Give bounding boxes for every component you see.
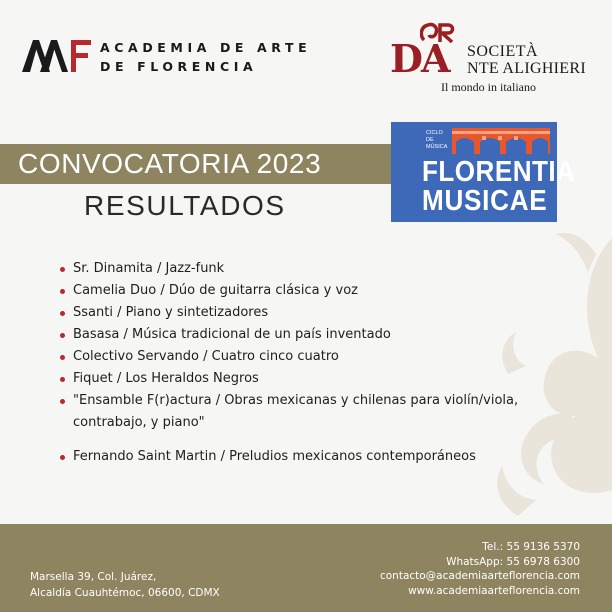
bullet-icon <box>60 267 65 272</box>
bullet-icon <box>60 333 65 338</box>
florentia-title: FLORENTIA <box>422 156 576 188</box>
list-item <box>56 390 556 434</box>
ciclo-line-3: MÚSICA <box>426 144 448 150</box>
dante-name-line2: NTE ALIGHIERI <box>467 60 586 77</box>
phone-text: Tel.: 55 9136 5370 <box>482 541 580 553</box>
musicae-title: MUSICAE <box>422 185 548 217</box>
result-text: Sr. Dinamita / Jazz-funk <box>73 261 225 276</box>
ciclo-de-musica-label <box>426 130 447 151</box>
result-text: Fernando Saint Martin / Preludios mexicanos contemporáneos <box>73 449 476 464</box>
academia-name <box>100 38 311 76</box>
academia-logo-mark <box>22 40 92 72</box>
results-list <box>56 258 556 468</box>
footer-address <box>30 569 220 601</box>
bridge-icon <box>452 128 550 154</box>
convocatoria-title: CONVOCATORIA 2023 <box>18 148 322 179</box>
academia-name-line1: ACADEMIA DE ARTE <box>100 40 312 55</box>
result-text: Fiquet / Los Heraldos Negros <box>73 371 259 386</box>
footer-contact <box>380 540 580 598</box>
dante-letters: DA <box>390 36 449 81</box>
ciclo-line-1: CICLO <box>426 130 443 136</box>
list-item <box>56 346 556 368</box>
bullet-icon <box>60 399 65 404</box>
list-item <box>56 280 556 302</box>
bullet-icon <box>60 355 65 360</box>
bullet-icon <box>60 455 65 460</box>
list-item <box>56 368 556 390</box>
result-text: Colectivo Servando / Cuatro cinco cuatro <box>73 349 339 364</box>
list-item <box>56 446 556 468</box>
list-item <box>56 258 556 280</box>
resultados-heading: RESULTADOS <box>84 190 286 221</box>
bullet-icon <box>60 289 65 294</box>
address-line-2: Alcaldía Cuauhtémoc, 06600, CDMX <box>30 587 220 599</box>
result-text: Camelia Duo / Dúo de guitarra clásica y voz <box>73 283 358 298</box>
dante-name-line1: SOCIETÀ <box>467 43 539 60</box>
academia-name-line2: DE FLORENCIA <box>100 59 258 74</box>
list-item <box>56 324 556 346</box>
address-line-1: Marsella 39, Col. Juárez, <box>30 571 157 583</box>
email-link[interactable]: contacto@academiaarteflorencia.com <box>379 570 580 582</box>
bullet-icon <box>60 377 65 382</box>
bullet-icon <box>60 311 65 316</box>
list-item <box>56 302 556 324</box>
result-text: Ssanti / Piano y sintetizadores <box>73 305 269 320</box>
whatsapp-text: WhatsApp: 55 6978 6300 <box>446 555 580 568</box>
result-text: "Ensamble F(r)actura / Obras mexicanas y chilenas para violín/viola, contrabajo, y piano" <box>73 393 519 430</box>
website-link[interactable]: www.academiaarteflorencia.com <box>408 584 580 597</box>
dante-tagline: Il mondo in italiano <box>441 80 536 94</box>
ciclo-line-2: DE <box>426 137 434 143</box>
result-text: Basasa / Música tradicional de un país inventado <box>73 327 391 342</box>
